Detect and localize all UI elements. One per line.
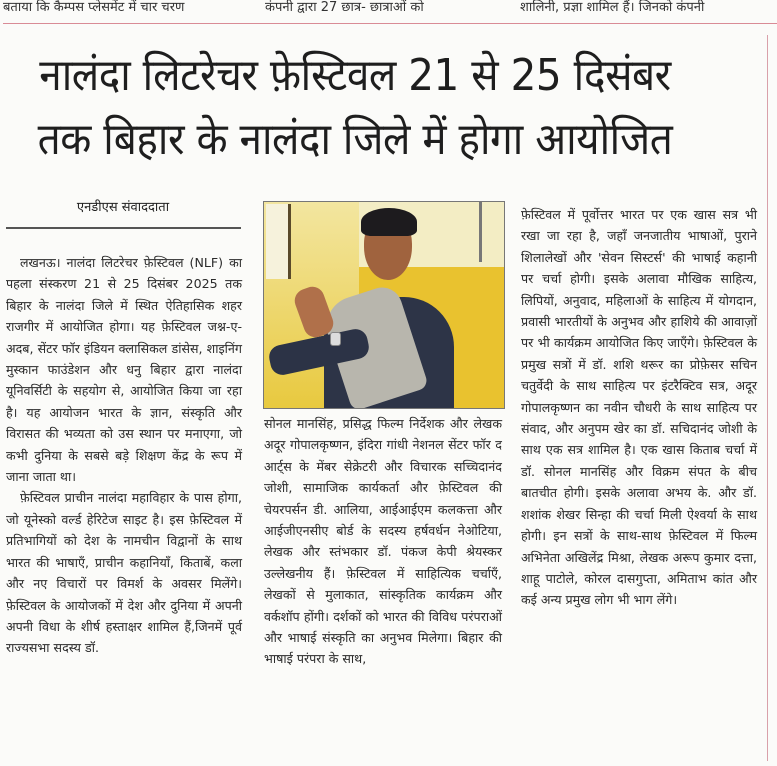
article-column-right (521, 204, 757, 611)
article-column-middle (264, 413, 502, 670)
previous-article-strip (0, 0, 777, 17)
paragraph: फ़ेस्टिवल प्राचीन नालंदा महाविहार के पास होगा, जो यूनेस्को वर्ल्ड हेरिटेज साइट है। इस फ़ेस्टिवल में प्रतिभागियों को देश के नामचीन विद्वानों के साथ भारत की भाषाएँ, प्राचीन कहानियाँ, किताबें, कला और नए विचारों पर विमर्श के अवसर मिलेंगे। फ़ेस्टिवल के आयोजकों में देश और दुनिया में अपनी अपनी विधा के शीर्ष हस्ताक्षर शामिल हैं,जिनमें पूर्व राज्यसभा सदस्य डॉ. (6, 490, 242, 656)
strip-text-middle: कंपनी द्वारा 27 छात्र- छात्राओं को (265, 0, 424, 15)
article-photo (263, 201, 505, 409)
person-hair (361, 208, 417, 236)
byline-divider (6, 227, 241, 229)
photo-window (266, 204, 291, 279)
strip-text-right: शालिनी, प्रज्ञा शामिल हैं। जिनको कंपनी (520, 0, 705, 15)
byline: एनडीएस संवाददाता (76, 200, 170, 215)
headline-line-2: तक बिहार के नालंदा जिले में होगा आयोजित (37, 114, 673, 165)
paragraph: फ़ेस्टिवल में पूर्वोत्तर भारत पर एक खास सत्र भी रखा जा रहा है, जहाँ जनजातीय भाषाओं, पुराने शिलालेखों और 'सेवन सिस्टर्स' की भाषाई कहानी पर चर्चा होगी। इसके अलावा मौखिक साहित्य, लिपियों, अनुवाद, महिलाओं के साहित्य में योगदान, प्रवासी भारतीयों के अनुभव और हाशिये की आवाज़ों पर भी कार्यक्रम आयोजित किए जाएँगे। फ़ेस्टिवल के प्रमुख सत्रों में डॉ. शशि थरूर का प्रोफ़ेसर सचिन चतुर्वेदी के साथ साहित्य पर इंटरैक्टिव सत्र, अदूर गोपालकृष्णन का नवीन चौधरी के साथ साहित्य पर संवाद, और अनुपम खेर का डॉ. सचिदानंद जोशी के साथ एक सत्र शामिल है। एक खास किताब चर्चा में डॉ. सोनल मानसिंह और विक्रम संपत के बीच बातचीत होगी। इसके अलावा अभय के. और डॉ. शशांक शेखर सिन्हा की चर्चा मिली ऐश्वर्या के साथ होगी। इन सत्रों के साथ-साथ फ़ेस्टिवल में फिल्म अभिनेता अखिलेंद्र मिश्रा, लेखक अरूप कुमार दत्ता, शाहू पाटोले, कोरल दासगुप्ता, अमिताभ कांत और कई अन्य प्रमुख लोग भी भाग लेंगे। (521, 207, 757, 608)
article-headline (10, 44, 700, 172)
paragraph: लखनऊ। नालंदा लिटरेचर फ़ेस्टिवल (NLF) का पहला संस्करण 21 से 25 दिसंबर 2025 तक बिहार के नालंदा जिले में स्थित ऐतिहासिक शहर राजगीर में आयोजित होगा। यह फ़ेस्टिवल जश्न-ए-अदब, सेंटर फॉर इंडियन क्लासिकल डांसेस, शाइनिंग मुस्कान फाउंडेशन और धनु बिहार द्वारा नालंदा यूनिवर्सिटी के सहयोग से, आयोजित किया जा रहा है। यह आयोजन भारत के ज्ञान, संस्कृति और विरासत की भव्यता को उस स्थान पर मनाएगा, जो कभी दुनिया के सबसे बड़े शिक्षण केंद्र के रूप में जाना जाता था। (6, 255, 242, 485)
top-divider (3, 23, 777, 24)
article-column-left (6, 252, 242, 659)
strip-text-left: बताया कि कैम्पस प्लेसमेंट में चार चरण (3, 0, 185, 15)
right-column-divider (767, 35, 768, 761)
headline-line-1: नालंदा लिटरेचर फ़ेस्टिवल 21 से 25 दिसंबर (39, 50, 671, 101)
photo-pole (479, 202, 482, 262)
watch-icon (330, 332, 341, 346)
paragraph: सोनल मानसिंह, प्रसिद्ध फिल्म निर्देशक और लेखक अदूर गोपालकृष्णन, इंदिरा गांधी नेशनल सेंटर फॉर द आर्ट्स के मेंबर सेक्रेटरी और विचारक सच्चिदानंद जोशी, सामाजिक कार्यकर्ता और फ़ेस्टिवल की चेयरपर्सन डी. आलिया, आईआईएम कलकत्ता और आईजीएनसीए बोर्ड के सदस्य हर्षवर्धन नेओटिया, लेखक और स्तंभकार डॉ. पंकज केपी श्रेयस्कर उल्लेखनीय हैं। फ़ेस्टिवल में साहित्यिक चर्चाएँ, लेखकों से मुलाकात, सांस्कृतिक कार्यक्रम और वर्कशॉप होंगी। दर्शकों को भारत की विविध परंपराओं और भाषाई संस्कृति का अनुभव मिलेगा। बिहार की भाषाई परंपरा के साथ, (264, 416, 502, 667)
